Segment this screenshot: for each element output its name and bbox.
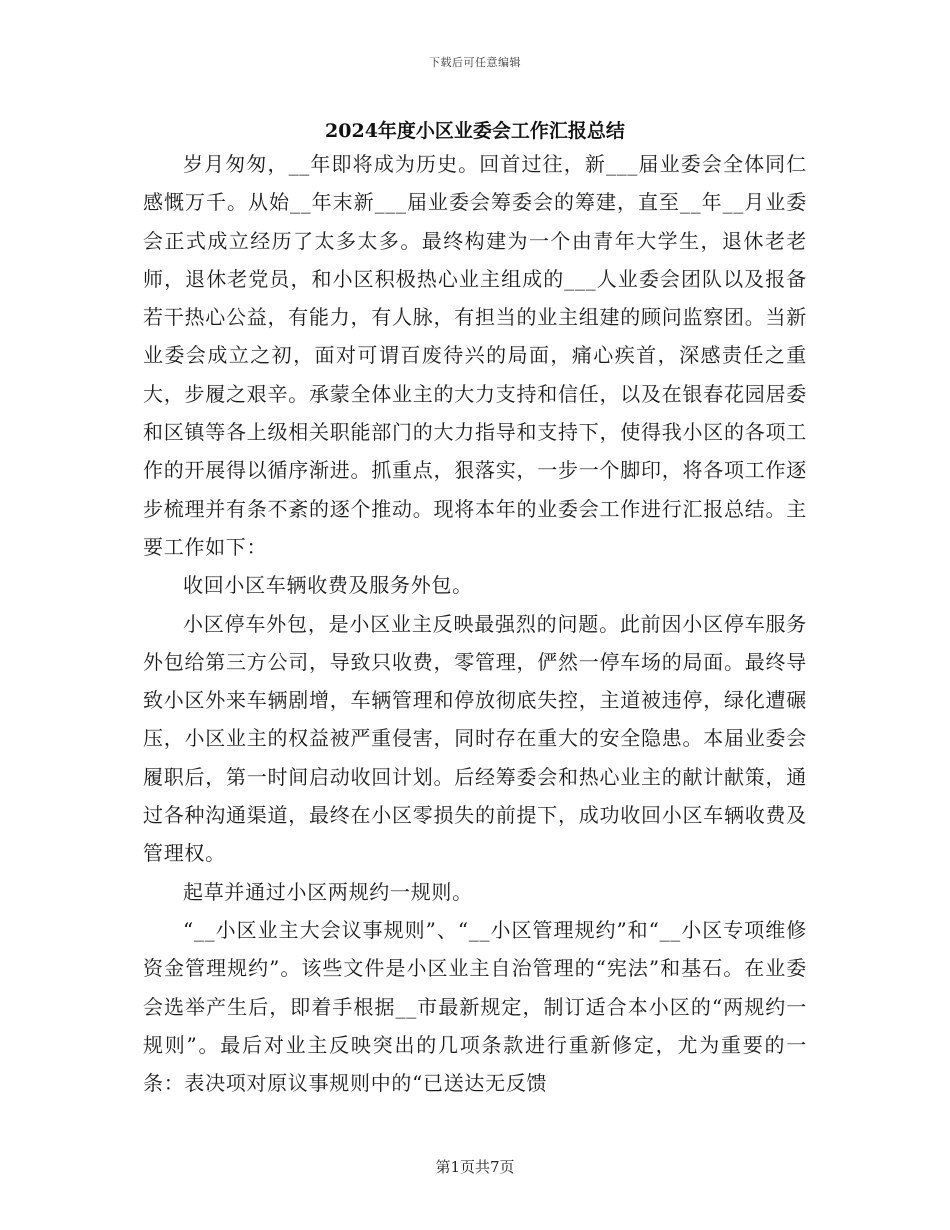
page-number: 第1页共7页 xyxy=(435,1158,515,1176)
paragraph-rules: “__小区业主大会议事规则”、“__小区管理规约”和“__小区专项维修资金管理规约”。该些文件是小区业主自治管理的“宪法”和基石。在业委会选举产生后，即着手根据__市最新规定，制订适合本小区的“两规约一规则”。最后对业主反映突出的几项条款进行重新修定，尤为重要的一条：表决项对原议事规则中的“已送达无反馈 xyxy=(143,917,807,1096)
paragraph-intro: 岁月匆匆，__年即将成为历史。回首过往，新___届业委会全体同仁感慨万千。从始__年末新___届业委会筹委会的筹建，直至__年__月业委会正式成立经历了太多太多。最终构建为一个由青年大学生，退休老老师，退休老党员，和小区积极热心业主组成的___人业委会团队以及报备若干热心公益，有能力，有人脉，有担当的业主组建的顾问监察团。当新业委会成立之初，面对可谓百废待兴的局面，痛心疾首，深感责任之重大，步履之艰辛。承蒙全体业主的大力支持和信任，以及在银春花园居委和区镇等各上级相关职能部门的大力指导和支持下，使得我小区的各项工作的开展得以循序渐进。抓重点，狠落实，一步一个脚印，将各项工作逐步梳理并有条不紊的逐个推动。现将本年的业委会工作进行汇报总结。主要工作如下： xyxy=(143,152,807,559)
section-heading-parking: 收回小区车辆收费及服务外包。 xyxy=(183,573,473,598)
section-heading-rules: 起草并通过小区两规约一规则。 xyxy=(183,879,473,904)
download-note: 下载后可任意编辑 xyxy=(429,56,521,69)
document-body xyxy=(143,145,807,1102)
document-title: 2024年度小区业委会工作汇报总结 xyxy=(325,120,625,142)
paragraph-parking: 小区停车外包，是小区业主反映最强烈的问题。此前因小区停车服务外包给第三方公司，导致只收费，零管理，俨然一停车场的局面。最终导致小区外来车辆剧增，车辆管理和停放彻底失控，主道被违停，绿化遭碾压，小区业主的权益被严重侵害，同时存在重大的安全隐患。本届业委会履职后，第一时间启动收回计划。后经筹委会和热心业主的献计献策，通过各种沟通渠道，最终在小区零损失的前提下，成功收回小区车辆收费及管理权。 xyxy=(143,611,807,866)
